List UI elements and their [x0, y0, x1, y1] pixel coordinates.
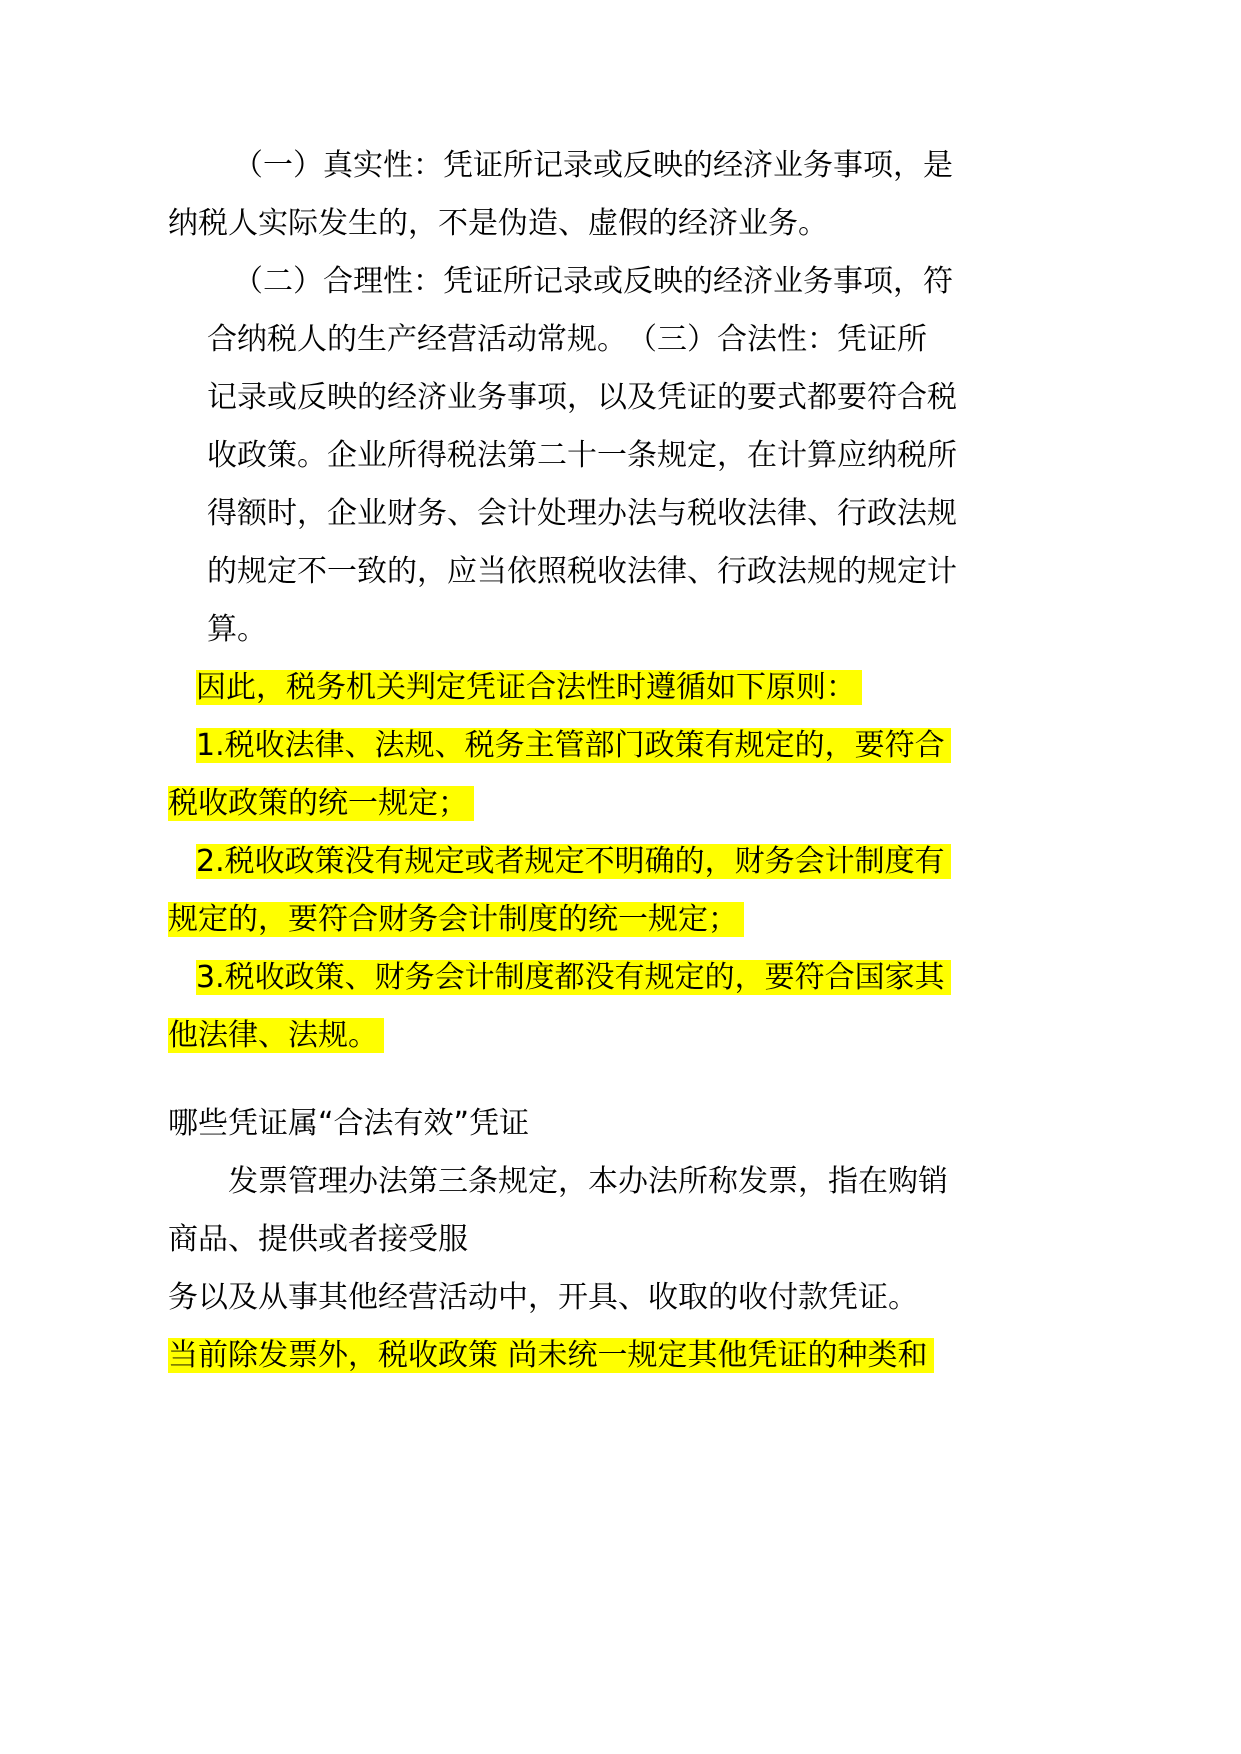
paragraph-line: （一）真实性：凭证所记录或反映的经济业务事项，是 [233, 148, 953, 183]
paragraph-line: 的规定不一致的，应当依照税收法律、行政法规的规定计 [207, 554, 957, 589]
highlighted-line: 税收政策的统一规定； [168, 775, 474, 833]
paragraph-line: 商品、提供或者接受服 [168, 1222, 468, 1257]
highlighted-line: 3.税收政策、财务会计制度都没有规定的，要符合国家其 [196, 949, 951, 1007]
paragraph-line: 纳税人实际发生的，不是伪造、虚假的经济业务。 [168, 206, 828, 241]
highlighted-line: 1.税收法律、法规、税务主管部门政策有规定的，要符合 [196, 717, 951, 775]
paragraph-line: 务以及从事其他经营活动中，开具、收取的收付款凭证。 [168, 1280, 918, 1315]
highlighted-line: 他法律、法规。 [168, 1007, 384, 1065]
paragraph-line: 得额时，企业财务、会计处理办法与税收法律、行政法规 [207, 496, 957, 531]
highlighted-line: 当前除发票外，税收政策 尚未统一规定其他凭证的种类和 [168, 1327, 934, 1385]
paragraph-line: 发票管理办法第三条规定，本办法所称发票，指在购销 [228, 1164, 948, 1199]
paragraph-line: 算。 [207, 612, 267, 647]
highlighted-line: 规定的，要符合财务会计制度的统一规定； [168, 891, 744, 949]
paragraph-line: （二）合理性：凭证所记录或反映的经济业务事项，符 [233, 264, 953, 299]
paragraph-line: 收政策。企业所得税法第二十一条规定，在计算应纳税所 [207, 438, 957, 473]
highlighted-line: 因此，税务机关判定凭证合法性时遵循如下原则： [196, 659, 862, 717]
paragraph-line: 记录或反映的经济业务事项，以及凭证的要式都要符合税 [207, 380, 957, 415]
section-heading: 哪些凭证属“合法有效”凭证 [168, 1106, 530, 1141]
paragraph-line: 合纳税人的生产经营活动常规。 （三）合法性：凭证所 [207, 322, 927, 357]
highlighted-line: 2.税收政策没有规定或者规定不明确的，财务会计制度有 [196, 833, 951, 891]
